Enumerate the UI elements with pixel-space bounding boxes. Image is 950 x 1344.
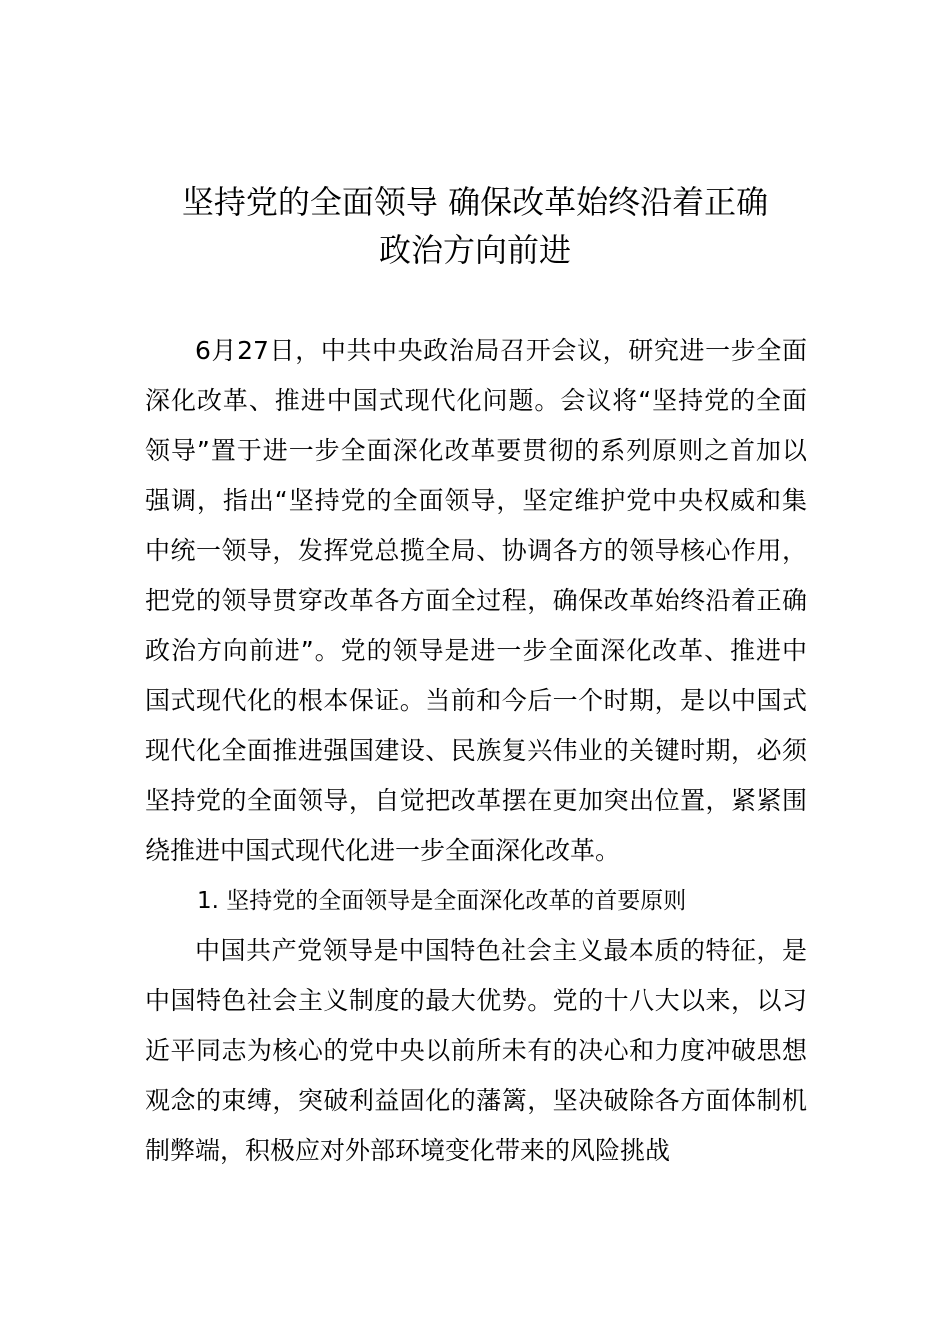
section-heading: 1. 坚持党的全面领导是全面深化改革的首要原则 (197, 888, 687, 914)
paragraph-intro: 6月27日，中共中央政治局召开会议，研究进一步全面深化改革、推进中国式现代化问题。会议将“坚持党的全面领导”置于进一步全面深化改革要贯彻的系列原则之首加以强调，指出“坚持党的全面领导，坚定维护党中央权威和集中统一领导，发挥党总揽全局、协调各方的领导核心作用，把党的领导贯穿改革各方面全过程，确保改革始终沿着正确政治方向前进”。党的领导是进一步全面深化改革、推进中国式现代化的根本保证。当前和今后一个时期，是以中国式现代化全面推进强国建设、民族复兴伟业的关键时期，必须坚持党的全面领导，自觉把改革摆在更加突出位置，紧紧围绕推进中国式现代化进一步全面深化改革。 (145, 336, 807, 865)
paragraph-section-1: 中国共产党领导是中国特色社会主义最本质的特征，是中国特色社会主义制度的最大优势。党的十八大以来，以习近平同志为核心的党中央以前所未有的决心和力度冲破思想观念的束缚，突破利益固化的藩篱，坚决破除各方面体制机制弊端，积极应对外部环境变化带来的风险挑战 (145, 936, 807, 1165)
title-line-2: 政治方向前进 (378, 231, 571, 269)
page-title (140, 178, 810, 274)
title-line-1: 坚持党的全面领导 确保改革始终沿着正确 (181, 183, 769, 221)
document-body (145, 326, 807, 1176)
